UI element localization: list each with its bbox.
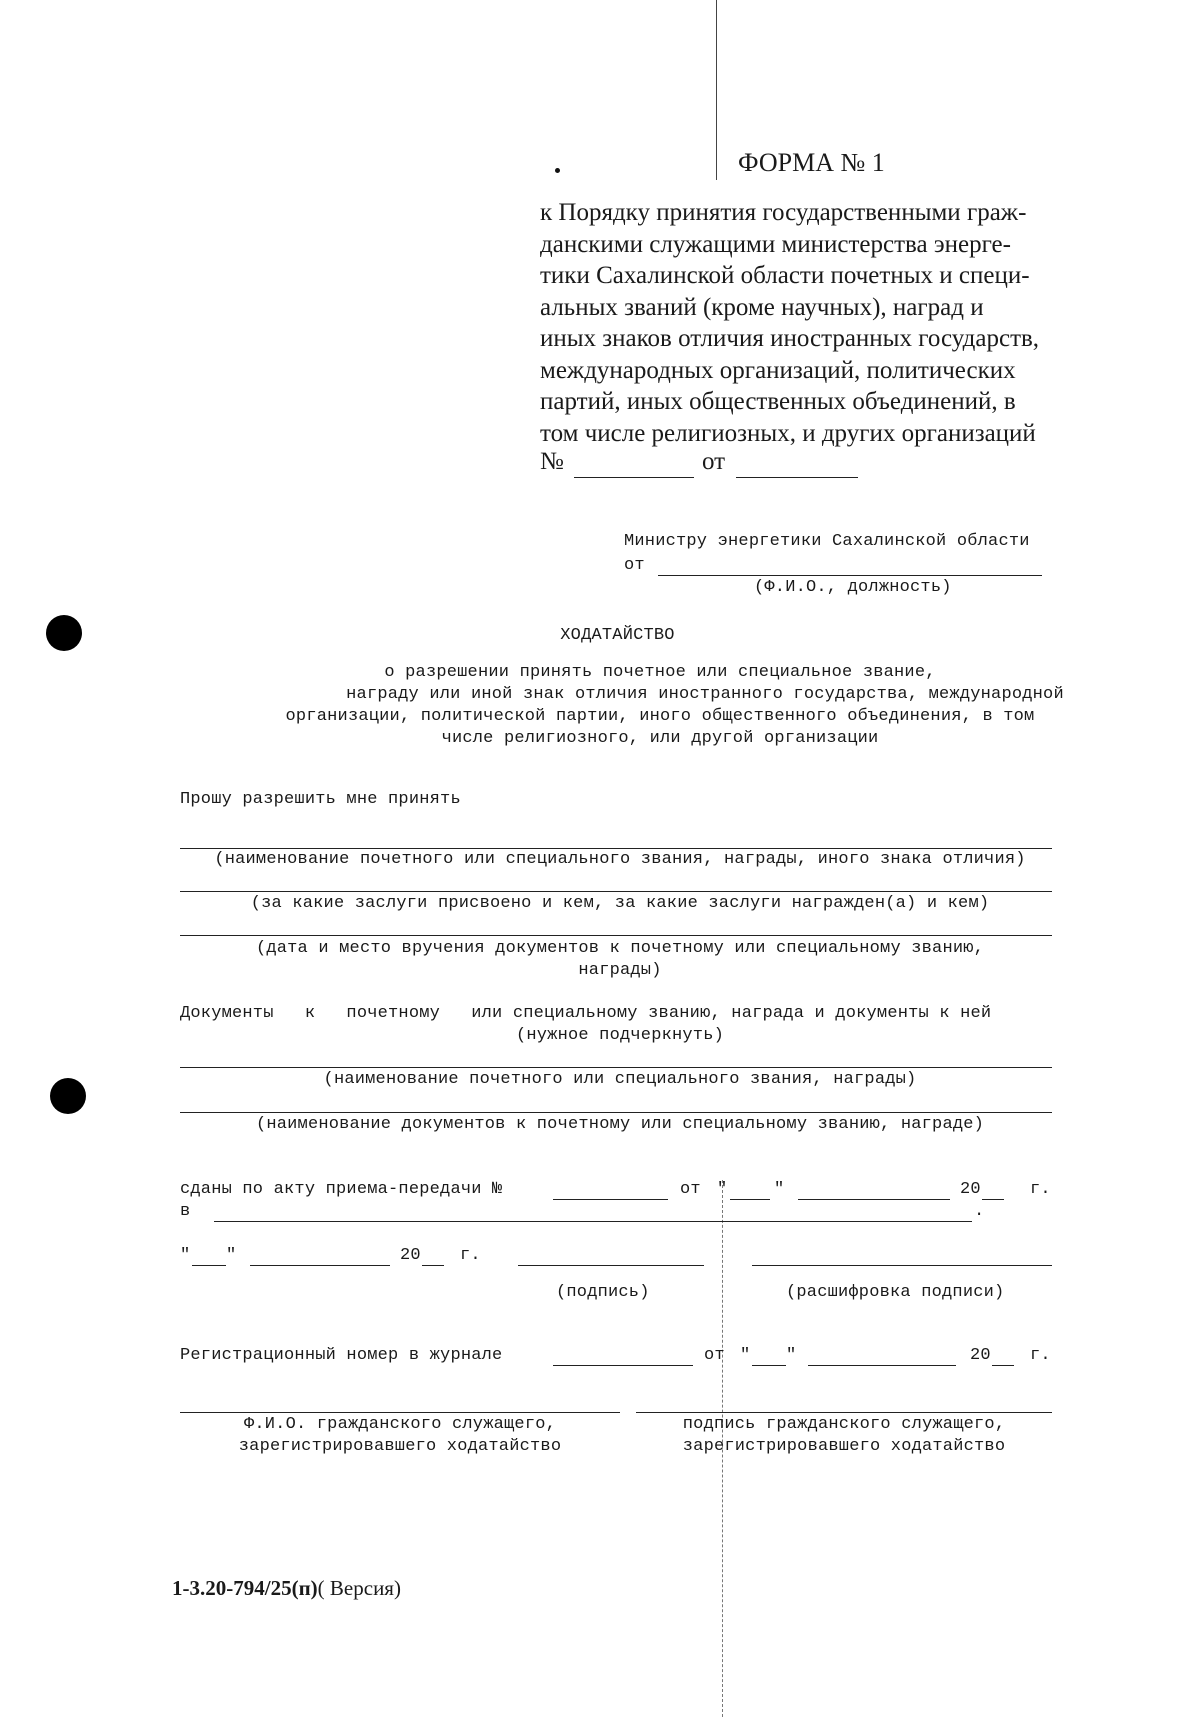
act-day-field[interactable] (730, 1199, 770, 1200)
sign-year-field[interactable] (422, 1265, 444, 1266)
quote-close: " (774, 1180, 785, 1199)
intro-line: тики Сахалинской области почетных и специ- (540, 262, 1030, 289)
subtitle-line: о разрешении принять почетное или специальное звание, (384, 663, 936, 682)
scan-speck (555, 168, 560, 173)
sign-month-field[interactable] (250, 1265, 390, 1266)
doc-version: ( Версия) (317, 1576, 401, 1600)
header-number-field[interactable] (574, 477, 694, 478)
act-number-field[interactable] (553, 1199, 668, 1200)
signature-caption: (подпись) (556, 1283, 650, 1302)
registration-number-field[interactable] (553, 1365, 693, 1366)
sign-year-suffix: г. (460, 1246, 481, 1265)
registration-year-suffix: г. (1030, 1346, 1051, 1365)
act-month-field[interactable] (798, 1199, 950, 1200)
registrar-fio-caption-line: Ф.И.О. гражданского служащего, (243, 1415, 557, 1434)
header-date-field[interactable] (736, 477, 858, 478)
sign-quote-close: " (226, 1246, 237, 1265)
merit-field[interactable] (180, 891, 1052, 892)
registration-year-prefix: 20 (970, 1346, 991, 1365)
caption-documents: (наименование документов к почетному или специальному званию, награде) (255, 1115, 985, 1134)
registration-from: от (704, 1346, 725, 1365)
intro-line: том числе религиозных, и других организаций (540, 419, 1036, 447)
documents-name-field[interactable] (180, 1112, 1052, 1113)
footer-doc-code (172, 1576, 401, 1601)
registration-year-field[interactable] (992, 1365, 1014, 1366)
handed-text: сданы по акту приема-передачи № (180, 1180, 503, 1199)
quote-open: " (717, 1180, 728, 1199)
petition-subtitle (160, 662, 1160, 750)
signature-decode-caption: (расшифровка подписи) (786, 1283, 1005, 1302)
caption-date-place (150, 938, 1090, 982)
intro-line: иных знаков отличия иностранных государств, (540, 325, 1040, 352)
request-text: Прошу разрешить мне принять (180, 790, 461, 809)
header-number-from: от (702, 448, 726, 475)
act-year-prefix: 20 (960, 1180, 981, 1199)
registration-day-field[interactable] (752, 1365, 786, 1366)
registrar-signature-caption-line: подпись гражданского служащего, (682, 1415, 1006, 1434)
caption-award: (наименование почетного или специального звания, награды, иного знака отличия) (214, 850, 1026, 869)
registration-month-field[interactable] (808, 1365, 956, 1366)
addressee-from-field[interactable] (658, 575, 1042, 576)
sign-quote-open: " (180, 1246, 191, 1265)
signature-decode-field[interactable] (752, 1265, 1052, 1266)
registration-label: Регистрационный номер в журнале (180, 1346, 503, 1365)
intro-line: альных званий (кроме научных), наград и (540, 293, 984, 321)
subtitle-line: числе религиозного, или другой организации (441, 729, 879, 748)
caption-merit: (за какие заслуги присвоено и кем, за какие заслуги награжден(а) и кем) (250, 894, 990, 913)
addressee-from-caption: (Ф.И.О., должность) (754, 578, 952, 597)
in-label: в (180, 1202, 191, 1221)
reg-quote-close: " (786, 1346, 797, 1365)
registrar-signature-caption-line: зарегистрировавшего ходатайство (682, 1437, 1006, 1456)
scan-vertical-line (716, 0, 717, 180)
handed-from: от (680, 1180, 701, 1199)
handed-to-field[interactable] (214, 1221, 972, 1222)
registrar-fio-caption-line: зарегистрировавшего ходатайство (238, 1437, 562, 1456)
act-year-field[interactable] (982, 1199, 1004, 1200)
header-number-prefix: № (540, 448, 564, 475)
reg-quote-open: " (740, 1346, 751, 1365)
sign-year-prefix: 20 (400, 1246, 421, 1265)
registrar-fio-field[interactable] (180, 1412, 620, 1413)
date-place-field[interactable] (180, 935, 1052, 936)
sign-day-field[interactable] (192, 1265, 226, 1266)
punch-hole-bottom (50, 1078, 86, 1114)
award-name-field[interactable] (180, 848, 1052, 849)
caption-name-award: (наименование почетного или специального звания, награды) (323, 1070, 917, 1089)
registrar-fio-caption (180, 1414, 620, 1458)
addressee-to: Министру энергетики Сахалинской области (624, 532, 1030, 551)
registrar-signature-caption (636, 1414, 1052, 1458)
form-title: ФОРМА № 1 (738, 148, 885, 177)
petition-title: ХОДАТАЙСТВО (560, 626, 675, 645)
doc-code: 1-3.20-794/25(п) (172, 1576, 318, 1600)
intro-line: данскими служащими министерства энерге- (540, 230, 1011, 258)
handed-to-dot: . (974, 1202, 985, 1221)
addressee-from-label: от (624, 556, 645, 575)
intro-line: партий, иных общественных объединений, в (540, 388, 1016, 415)
subtitle-line: организации, политической партии, иного общественного объединения, в том (285, 707, 1035, 726)
header-intro (540, 197, 1100, 449)
intro-line: к Порядку принятия государственными граж- (540, 199, 1027, 226)
act-year-suffix: г. (1030, 1180, 1051, 1199)
caption-date-line: награды) (578, 961, 662, 980)
registrar-signature-field[interactable] (636, 1412, 1052, 1413)
award-title-field[interactable] (180, 1067, 1052, 1068)
caption-date-line: (дата и место вручения документов к почетному или специальному званию, (255, 939, 985, 958)
documents-text: Документы к почетному или специальному званию, награда и документы к ней (180, 1004, 992, 1023)
subtitle-line: награду или иной знак отличия иностранного государства, международной (346, 685, 1064, 704)
documents-underline-hint: (нужное подчеркнуть) (515, 1026, 725, 1045)
signature-field[interactable] (518, 1265, 704, 1266)
intro-line: международных организаций, политических (540, 356, 1016, 384)
